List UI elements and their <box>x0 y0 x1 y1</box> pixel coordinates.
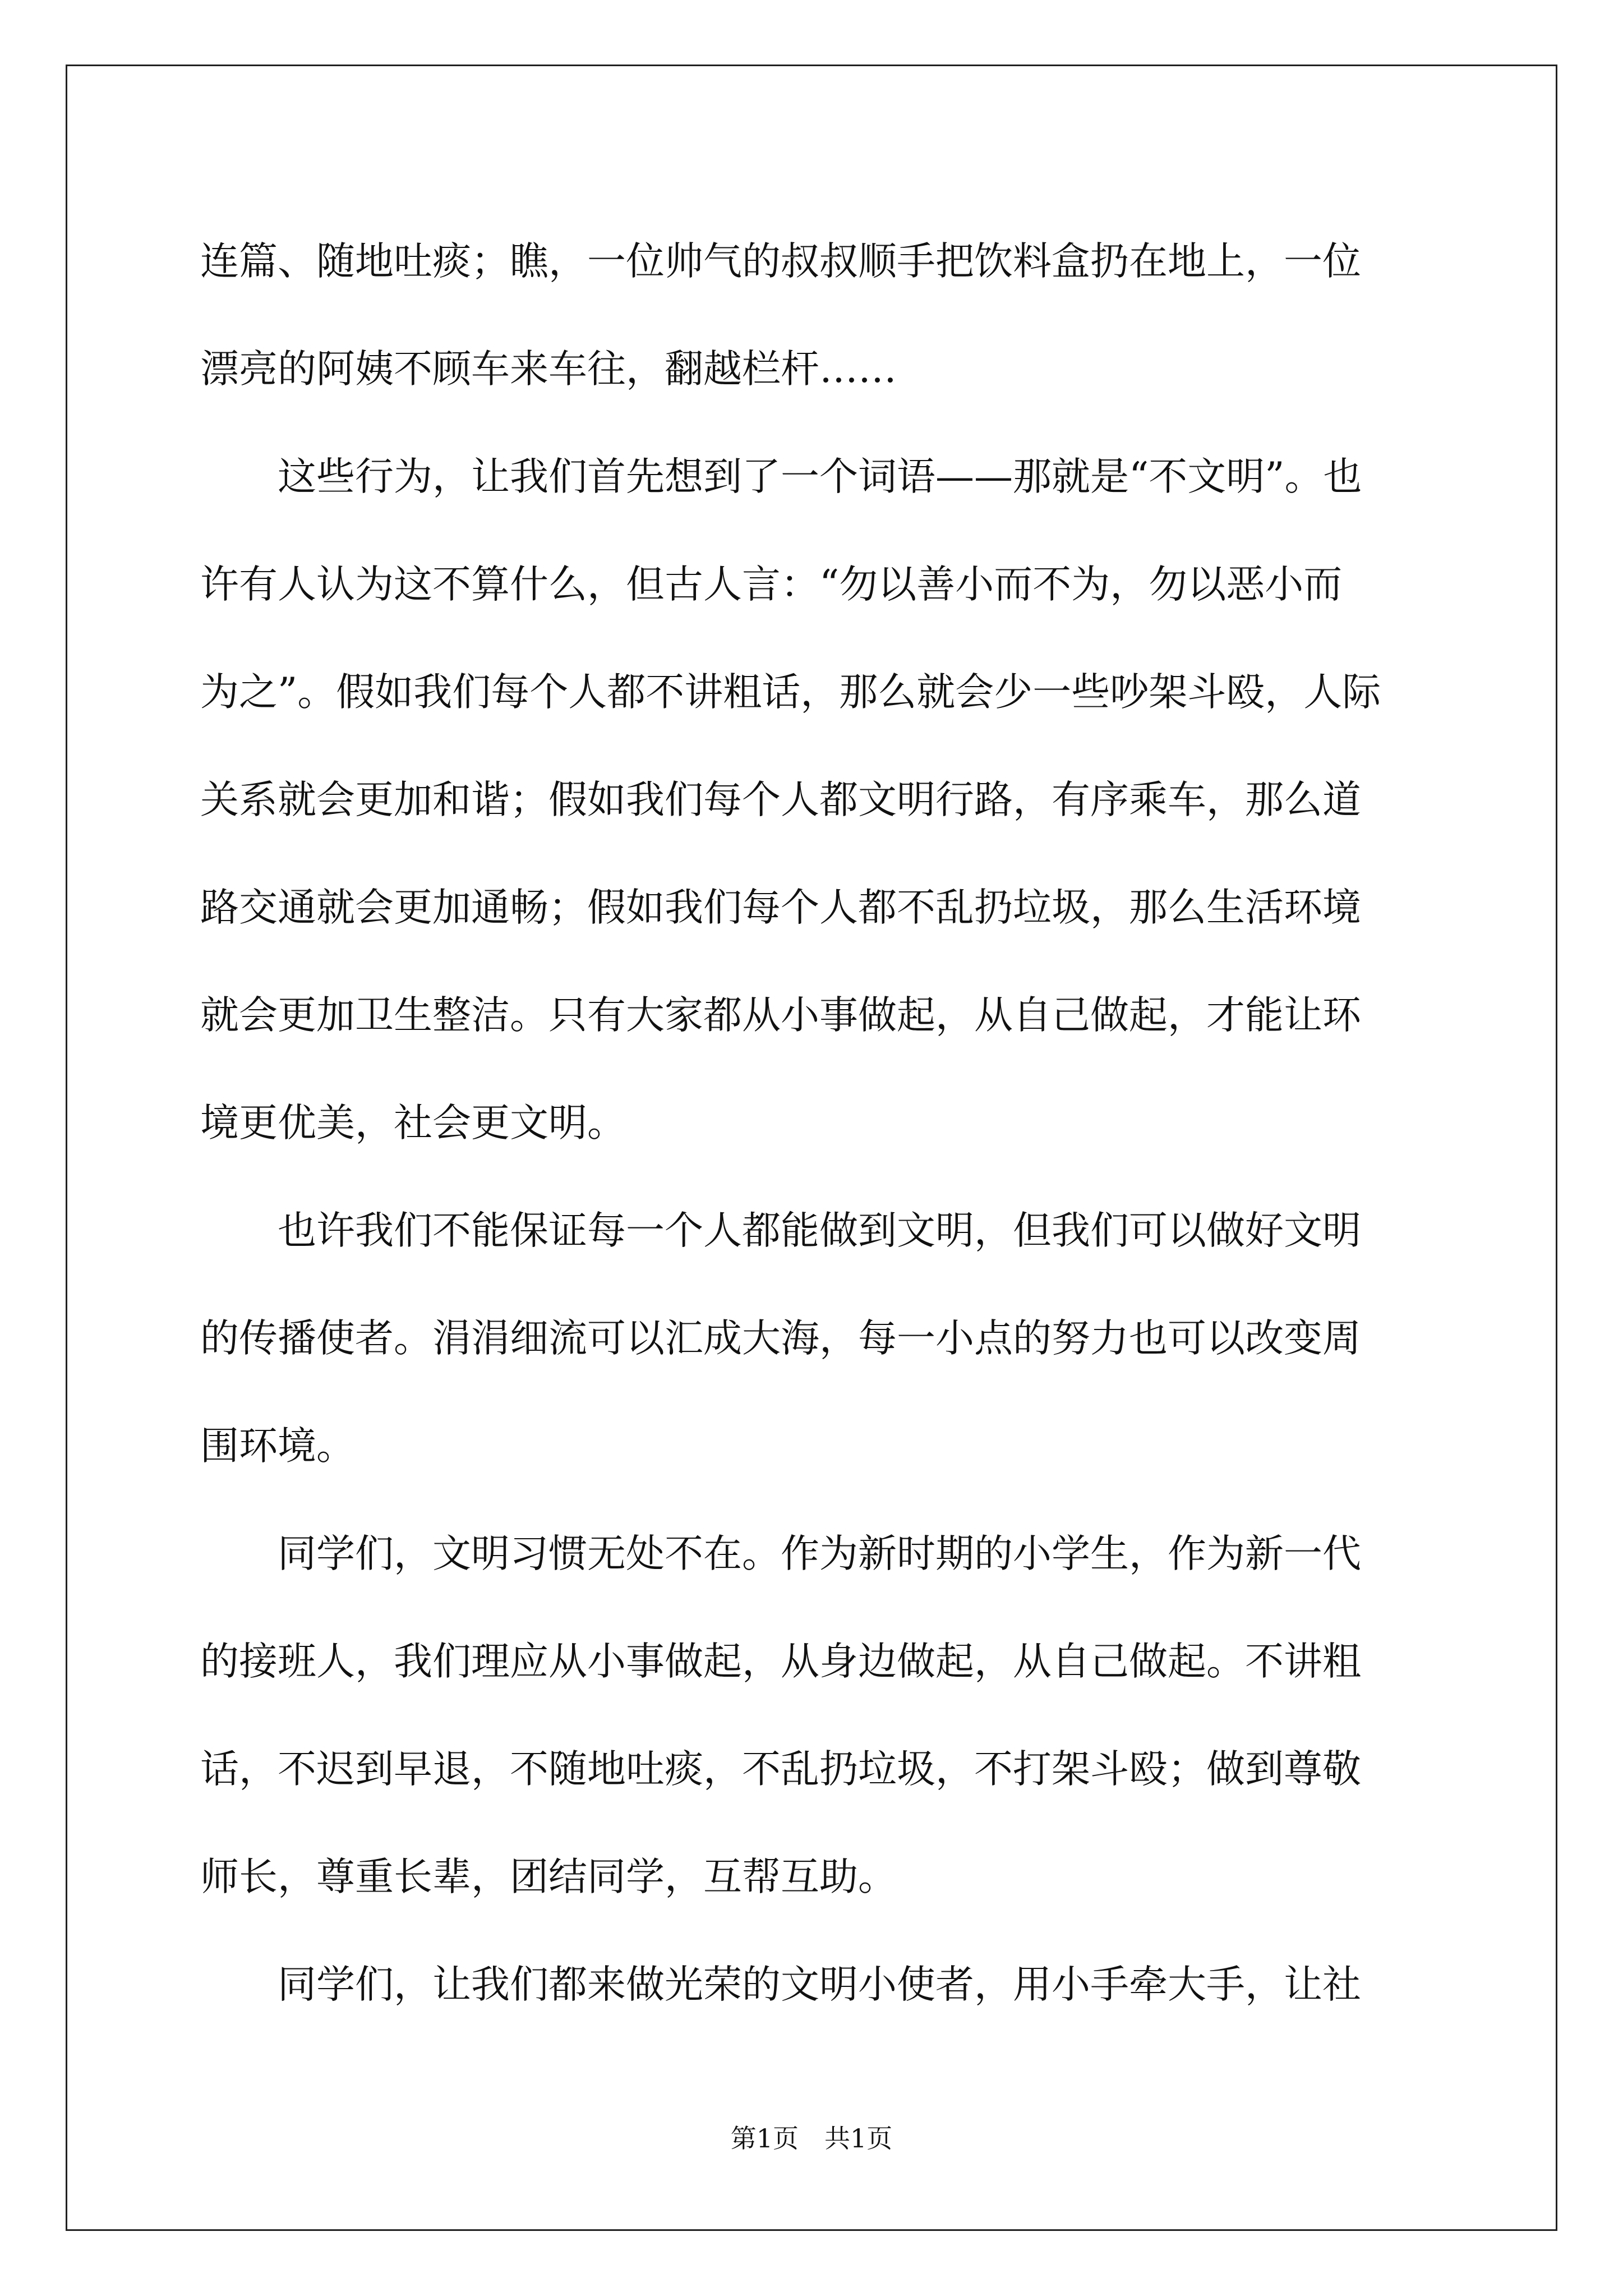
text-line: 许有人认为这不算什么，但古人言：“勿以善小而不为，勿以恶小而 <box>200 562 1343 607</box>
text-line: 的接班人，我们理应从小事做起，从身边做起，从自己做起。不讲粗 <box>200 1639 1361 1684</box>
text-line: 也许我们不能保证每一个人都能做到文明，但我们可以做好文明 <box>200 1208 1361 1253</box>
text-line: 师长，尊重长辈，团结同学，互帮互助。 <box>200 1855 897 1899</box>
text-line: 同学们，文明习惯无处不在。作为新时期的小学生，作为新一代 <box>200 1531 1361 1576</box>
page-number-footer: 第1页 共1页 <box>730 2123 893 2154</box>
text-line: 为之”。假如我们每个人都不讲粗话，那么就会少一些吵架斗殴，人际 <box>200 670 1381 715</box>
text-line: 关系就会更加和谐；假如我们每个人都文明行路，有序乘车，那么道 <box>200 777 1361 822</box>
text-line: 同学们，让我们都来做光荣的文明小使者，用小手牵大手，让社 <box>200 1962 1361 2007</box>
text-line: 境更优美，社会更文明。 <box>200 1101 626 1145</box>
text-line: 话，不迟到早退，不随地吐痰，不乱扔垃圾，不打架斗殴；做到尊敬 <box>200 1747 1361 1792</box>
document-body <box>200 208 1434 2039</box>
text-line: 就会更加卫生整洁。只有大家都从小事做起，从自己做起，才能让环 <box>200 993 1361 1038</box>
text-line: 这些行为，让我们首先想到了一个词语——那就是“不文明”。也 <box>200 454 1362 499</box>
text-line: 围环境。 <box>200 1424 355 1469</box>
text-line: 的传播使者。涓涓细流可以汇成大海，每一小点的努力也可以改变周 <box>200 1316 1361 1361</box>
text-line: 路交通就会更加通畅；假如我们每个人都不乱扔垃圾，那么生活环境 <box>200 885 1361 930</box>
text-line: 漂亮的阿姨不顾车来车往，翻越栏杆…… <box>200 347 897 392</box>
text-line: 连篇、随地吐痰；瞧，一位帅气的叔叔顺手把饮料盒扔在地上，一位 <box>200 239 1361 284</box>
